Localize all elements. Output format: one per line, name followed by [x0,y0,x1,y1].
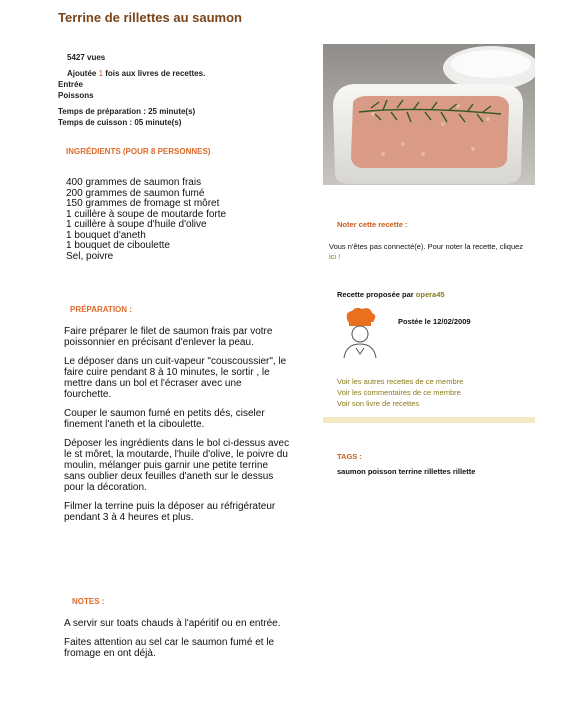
terrine-illustration [323,44,535,185]
ingredient-item: 1 bouquet de ciboulette [66,240,170,251]
ingredient-item: 1 cuillère à soupe d'huile d'olive [66,219,207,230]
rate-login-link[interactable]: ici ! [329,252,341,261]
notes-list [64,618,290,667]
proposed-by: Recette proposée par opera45 [337,290,445,299]
rate-heading: Noter cette recette : [337,220,408,229]
preparation-step: Déposer les ingrédients dans le bol ci-dessus avec le st môret, la moutarde, l'huile d'olive, le poivre du moulin, mélanger puis garnir une petite terrine sans oublier deux feuilles d'aneth sur le dessus pour la décoration. [64,438,290,493]
prep-time: Temps de préparation : 25 minute(s) [58,107,196,116]
preparation-step: Le déposer dans un cuit-vapeur "couscoussier", le faire cuire pendant 8 à 10 minutes, le sortir , le mettre dans un bol et l'écraser avec une fourchette. [64,356,287,400]
recipe-photo [323,44,535,185]
added-count[interactable]: 1 [98,69,104,78]
cook-time: Temps de cuisson : 05 minute(s) [58,118,182,127]
posted-date: Postée le 12/02/2009 [398,317,471,326]
ingredient-item: 200 grammes de saumon fumé [66,187,205,199]
preparation-step: Couper le saumon fumé en petits dés, ciseler finement l'aneth et la ciboulette. [64,408,265,430]
member-link[interactable]: Voir son livre de recettes [337,399,420,408]
added-to-books: Ajoutée 1 fois aux livres de recettes. [67,69,206,78]
member-links [337,376,463,409]
ingredient-item: 1 bouquet d'aneth [66,229,146,241]
preparation-heading: PRÉPARATION : [70,305,132,314]
views-count: 5427 vues [67,53,106,62]
recipe-title: Terrine de rillettes au saumon [58,10,242,25]
ingredient-item: Sel, poivre [66,250,114,262]
rate-text: Vous n'êtes pas connecté(e). Pour noter la recette, cliquez ici ! [329,242,524,261]
preparation-steps [64,326,290,531]
preparation-step: Faire préparer le filet de saumon frais par votre poissonnier en précisant d'enlever la peau. [64,326,273,348]
divider [323,417,535,423]
tags-heading: TAGS : [337,452,362,461]
recipe-meta [58,52,298,128]
tags-list: saumon poisson terrine rillettes rillette [337,467,476,476]
ingredients-list [66,178,226,262]
author-link[interactable]: opera45 [415,290,445,299]
category-poissons[interactable]: Poissons [58,91,94,100]
note-item: A servir sur toats chauds à l'apéritif ou en entrée. [64,618,281,629]
ingredient-item: 1 cuillère à soupe de moutarde forte [66,208,227,220]
ingredients-heading: INGRÉDIENTS (POUR 8 PERSONNES) [66,147,211,156]
note-item: Faites attention au sel car le saumon fumé et le fromage en ont déjà. [64,637,275,659]
member-link[interactable]: Voir les commentaires de ce membre [337,388,461,397]
category-entree[interactable]: Entrée [58,80,83,89]
preparation-step: Filmer la terrine puis la déposer au réfrigérateur pendant 3 à 4 heures et plus. [64,501,276,523]
ingredient-item: 150 grammes de fromage st môret [66,198,220,209]
notes-heading: NOTES : [72,597,105,606]
ingredient-item: 400 grammes de saumon frais [66,177,202,188]
member-link[interactable]: Voir les autres recettes de ce membre [337,377,464,386]
chef-avatar-icon [338,306,382,358]
